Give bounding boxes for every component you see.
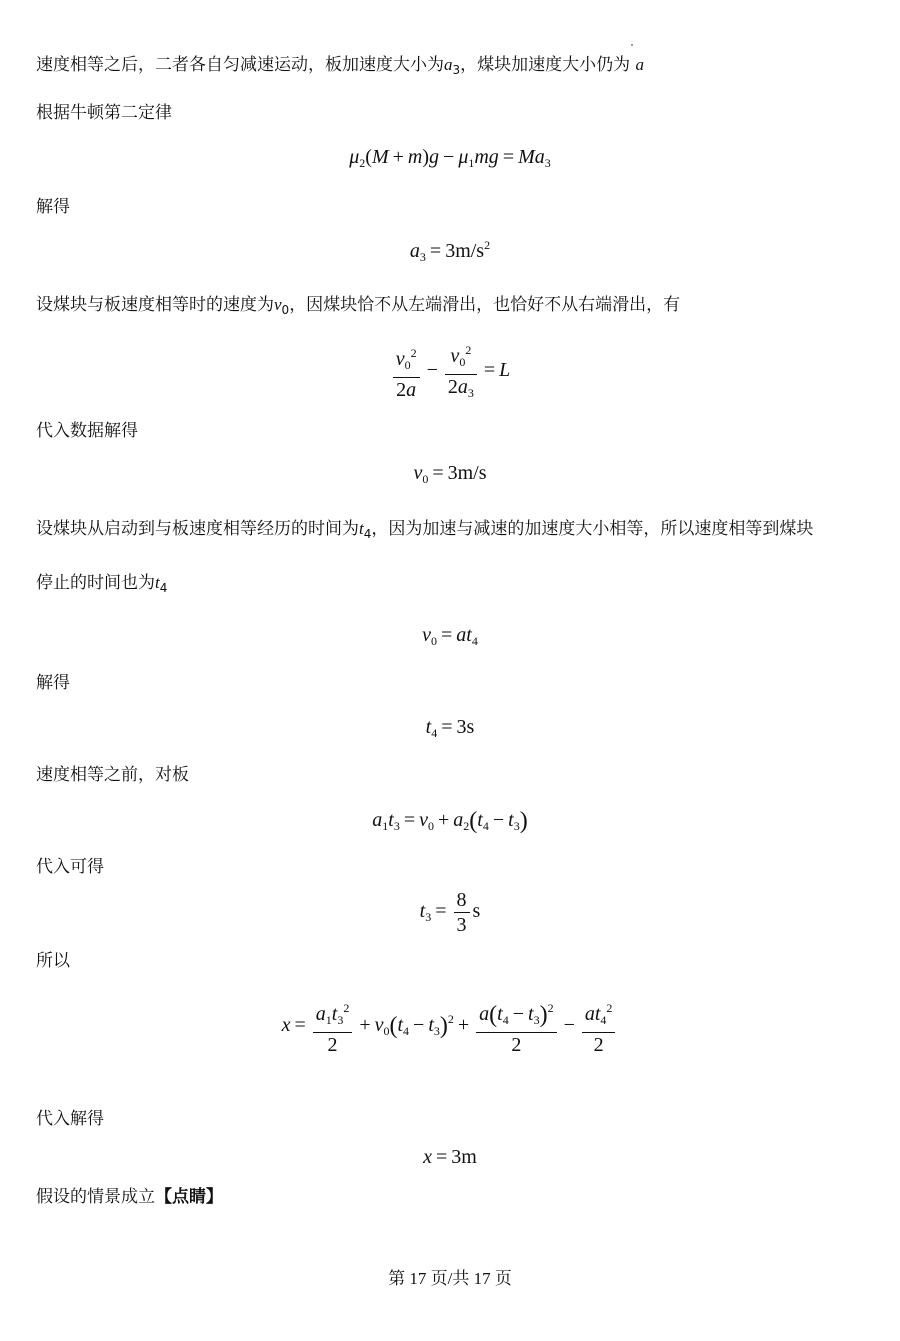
- equation-x-result: x = 3m: [423, 1146, 477, 1168]
- text-line-1: 速度相等之后，二者各自匀减速运动，板加速度大小为$a_3$，煤块加速度大小仍为 a: [36, 55, 645, 77]
- page-footer: 第 17 页/共 17 页: [388, 1269, 512, 1288]
- equation-board-velocity: $a_1t_3 = v_0 + a_2(t_4 - t_3)$: [372, 808, 528, 834]
- equation-v0: $v_0 = 3m/s$: [413, 462, 487, 486]
- text-line-6: 设煤块从启动到与板速度相等经历的时间为$t_4$，因为加速与减速的加速度大小相等，所以速度相等到煤块: [36, 519, 814, 541]
- equation-t3: $t_3$ = $\frac{8}{3}$ s: [419, 889, 481, 936]
- equation-a3: $a_3 = 3m/s^2$: [409, 238, 491, 264]
- text-line-5: 代入数据解得: [36, 421, 138, 441]
- text-line-11: 所以: [36, 951, 70, 971]
- equation-v0-at4: $v_0 = at_4$: [422, 624, 478, 648]
- text-line-8: 解得: [36, 673, 70, 693]
- text-line-12: 代入解得: [36, 1109, 104, 1129]
- equation-x-expression: x = $\frac{a_1t_3^2}{2}$ + $v_0(t_4 - t_3)^2$ + $\frac{a(t_4 - t_3)^2}{2}$ − $\frac{at_4^2}{2}$: [0, 996, 900, 1057]
- equation-t4: $t_4 = 3s$: [425, 716, 475, 740]
- text-line-7: 停止的时间也为$t_4$: [36, 573, 168, 595]
- equation-newton-second-law: $\mu_2(M + m)g - \mu_1mg = Ma_3$: [349, 146, 551, 170]
- text-line-9: 速度相等之前，对板: [36, 765, 189, 785]
- text-line-3: 解得: [36, 197, 70, 217]
- equation-displacement-L: $\frac{v_0^2}{2a}$ − $\frac{v_0^2}{2a_3}$ = L: [0, 338, 900, 405]
- scan-speck: [631, 44, 633, 46]
- text-line-10: 代入可得: [36, 857, 104, 877]
- text-line-13: 假设的情景成立【点睛】: [36, 1187, 223, 1207]
- text-line-4: 设煤块与板速度相等时的速度为$v_0$，因煤块恰不从左端滑出，也恰好不从右端滑出，有: [36, 295, 681, 317]
- text-line-2: 根据牛顿第二定律: [36, 103, 172, 123]
